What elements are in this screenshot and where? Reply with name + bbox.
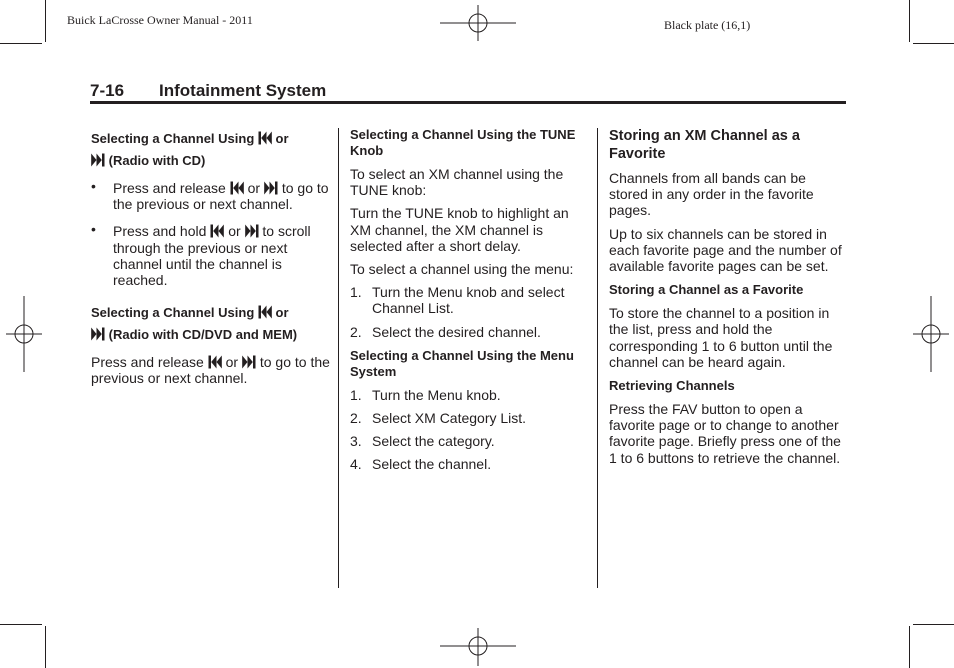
seek-back-icon <box>210 224 224 238</box>
seek-forward-icon <box>264 181 278 195</box>
crop-mark-tr-h <box>913 43 954 44</box>
paragraph: To select a channel using the menu: <box>350 261 574 278</box>
heading-select-channel-dvd: Selecting a Channel Using or (Radio with CD/DVD and MEM) <box>91 305 298 343</box>
heading-tune-knob: Selecting a Channel Using the TUNE Knob <box>350 127 576 158</box>
crop-mark-tl-h <box>0 43 42 44</box>
paragraph: To select an XM channel using the TUNE knob: <box>350 166 564 199</box>
list-item: 2. Select the desired channel. <box>350 323 541 340</box>
list-item: 3. Select the category. <box>350 433 495 450</box>
heading-retrieving-channels: Retrieving Channels <box>609 378 735 394</box>
registration-mark-left <box>6 296 42 372</box>
seek-back-icon <box>230 181 244 195</box>
paragraph: Turn the TUNE knob to highlight an XM channel, the XM channel is selected after a short delay. <box>350 205 569 254</box>
section-rule <box>90 101 846 104</box>
seek-forward-icon <box>91 327 105 341</box>
seek-back-icon <box>258 131 272 145</box>
list-item: 2. Select XM Category List. <box>350 410 527 427</box>
section-number: 7-16 <box>90 81 125 100</box>
heading-select-channel-cd: Selecting a Channel Using or (Radio with CD) <box>91 131 289 168</box>
bullet-item: • Press and release or to go to the previous or next channel. <box>91 178 329 213</box>
list-item: 1. Turn the Menu knob. <box>350 386 501 403</box>
paragraph: Channels from all bands can be stored in any order in the favorite pages. <box>609 170 814 219</box>
paragraph: Press and release or to go to the previous or next channel. <box>91 354 330 387</box>
running-header: Buick LaCrosse Owner Manual - 2011 <box>67 13 253 27</box>
crop-mark-tl-v <box>45 0 46 42</box>
paragraph: Press the FAV button to open a favorite page or to change to another favorite page. Briefly press one of the 1 to 6 buttons to retrieve the channel. <box>609 401 841 466</box>
paragraph: Up to six channels can be stored in each favorite page and the number of available favorite pages can be set. <box>609 225 842 275</box>
list-item: 1. Turn the Menu knob and select Channel List. <box>350 284 565 317</box>
registration-mark-top <box>440 5 516 41</box>
heading-storing-xm-channel: Storing an XM Channel as a Favorite <box>609 128 800 162</box>
crop-mark-bl-h <box>0 624 42 625</box>
column-2 <box>350 127 590 473</box>
section-title: Infotainment System <box>159 81 327 100</box>
seek-back-icon <box>208 355 222 369</box>
heading-menu-system: Selecting a Channel Using the Menu System <box>350 347 574 379</box>
crop-mark-br-h <box>913 624 954 625</box>
seek-forward-icon <box>91 153 105 167</box>
bullet-item: • Press and hold or to scroll through the previous or next channel until the channel is reached. <box>91 221 311 289</box>
crop-mark-br-v <box>909 626 910 668</box>
column-1 <box>91 127 331 387</box>
registration-mark-right <box>913 296 949 372</box>
column-divider-2 <box>597 128 598 588</box>
column-divider-1 <box>338 128 339 588</box>
registration-mark-bottom <box>440 628 516 666</box>
column-3 <box>609 127 847 466</box>
heading-storing-favorite: Storing a Channel as a Favorite <box>609 282 804 298</box>
seek-forward-icon <box>245 224 259 238</box>
seek-forward-icon <box>242 355 256 369</box>
plate-label: Black plate (16,1) <box>664 18 751 32</box>
crop-mark-bl-v <box>45 626 46 668</box>
paragraph: To store the channel to a position in the list, press and hold the corresponding 1 to 6 button until the channel can be heard again. <box>609 305 833 370</box>
list-item: 4. Select the channel. <box>350 456 492 473</box>
crop-mark-tr-v <box>909 0 910 42</box>
seek-back-icon <box>258 305 272 319</box>
